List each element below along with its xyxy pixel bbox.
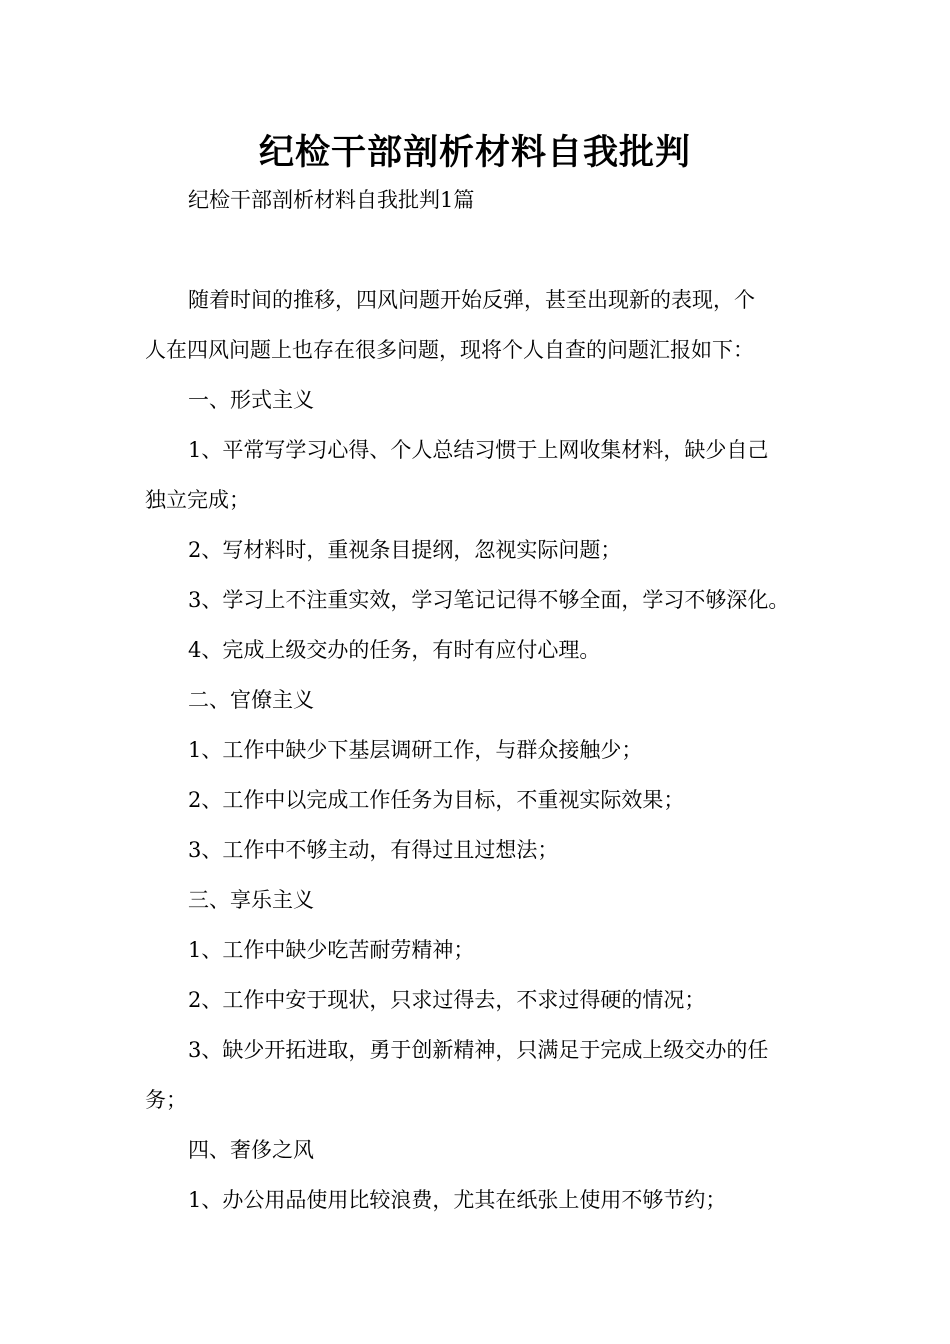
list-item: 1、工作中缺少下基层调研工作，与群众接触少； [188, 738, 643, 762]
list-item: 4、完成上级交办的任务，有时有应付心理。 [188, 638, 601, 662]
document-title: 纪检干部剖析材料自我批判 [258, 133, 691, 173]
paragraph-line: 人在四风问题上也存在很多问题，现将个人自查的问题汇报如下： [145, 338, 754, 362]
list-item: 3、工作中不够主动，有得过且过想法； [188, 838, 559, 862]
list-item: 2、工作中以完成工作任务为目标，不重视实际效果； [188, 788, 685, 812]
list-item: 1、办公用品使用比较浪费，尤其在纸张上使用不够节约； [188, 1188, 727, 1212]
list-item: 2、写材料时，重视条目提纲，忽视实际问题； [188, 538, 622, 562]
section-heading: 二、官僚主义 [188, 688, 314, 712]
section-heading: 三、享乐主义 [188, 888, 314, 912]
list-item-continuation: 独立完成； [145, 488, 250, 512]
list-item: 1、平常写学习心得、个人总结习惯于上网收集材料，缺少自己 [188, 438, 769, 462]
paragraph-line: 随着时间的推移，四风问题开始反弹，甚至出现新的表现，个 [188, 288, 755, 312]
list-item: 1、工作中缺少吃苦耐劳精神； [188, 938, 475, 962]
list-item: 3、缺少开拓进取，勇于创新精神，只满足于完成上级交办的任 [188, 1038, 769, 1062]
list-item: 2、工作中安于现状，只求过得去，不求过得硬的情况； [188, 988, 706, 1012]
list-item-continuation: 务； [145, 1088, 187, 1112]
section-heading: 一、形式主义 [188, 388, 314, 412]
list-item: 3、学习上不注重实效，学习笔记记得不够全面，学习不够深化。 [188, 588, 790, 612]
section-heading: 四、奢侈之风 [188, 1138, 314, 1162]
document-subtitle: 纪检干部剖析材料自我批判1篇 [188, 188, 475, 212]
